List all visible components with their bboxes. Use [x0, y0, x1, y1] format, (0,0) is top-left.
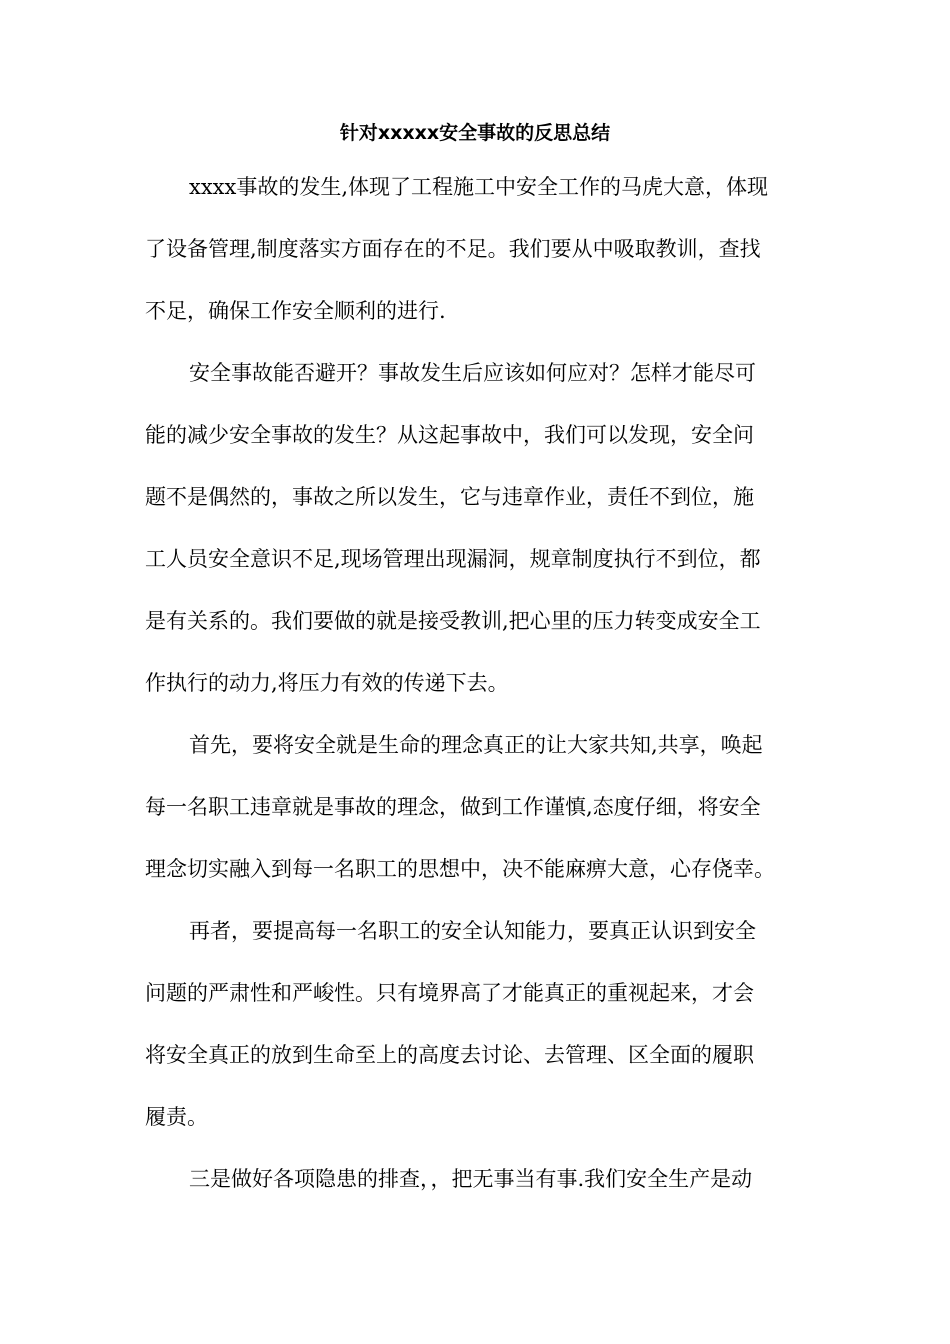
paragraph-2-line-4: 工人员安全意识不足,现场管理出现漏洞，规章制度执行不到位，都 — [145, 547, 761, 571]
paragraph-1-line-3: 不足，确保工作安全顺利的进行. — [145, 299, 446, 323]
paragraph-4-line-1: 再者，要提高每一名职工的安全认知能力，要真正认识到安全 — [189, 919, 756, 943]
paragraph-2-line-3: 题不是偶然的，事故之所以发生，它与违章作业，责任不到位，施 — [145, 485, 754, 509]
paragraph-2-line-2: 能的减少安全事故的发生？从这起事故中，我们可以发现，安全问 — [145, 423, 754, 447]
paragraph-4-line-2: 问题的严肃性和严峻性。只有境界高了才能真正的重视起来，才会 — [145, 981, 754, 1005]
paragraph-1-line-2: 了设备管理,制度落实方面存在的不足。我们要从中吸取教训，查找 — [145, 237, 761, 261]
paragraph-3-line-1: 首先，要将安全就是生命的理念真正的让大家共知,共享，唤起 — [189, 733, 763, 757]
document-title: 针对xxxxx安全事故的反思总结 — [339, 122, 611, 144]
paragraph-1-line-1: xxxx事故的发生,体现了工程施工中安全工作的马虎大意，体现 — [189, 175, 769, 199]
paragraph-3-line-2: 每一名职工违章就是事故的理念，做到工作谨慎,态度仔细，将安全 — [145, 795, 761, 819]
paragraph-2-line-6: 作执行的动力,将压力有效的传递下去。 — [145, 671, 509, 695]
paragraph-3-line-3: 理念切实融入到每一名职工的思想中，决不能麻痹大意，心存侥幸。 — [145, 857, 775, 881]
paragraph-5-line-1: 三是做好各项隐患的排查，，把无事当有事.我们安全生产是动 — [189, 1167, 753, 1191]
paragraph-2-line-5: 是有关系的。我们要做的就是接受教训,把心里的压力转变成安全工 — [145, 609, 761, 633]
paragraph-2-line-1: 安全事故能否避开？事故发生后应该如何应对？怎样才能尽可 — [189, 361, 756, 385]
paragraph-4-line-3: 将安全真正的放到生命至上的高度去讨论、去管理、区全面的履职 — [145, 1043, 754, 1067]
paragraph-4-line-4: 履责。 — [145, 1105, 208, 1129]
